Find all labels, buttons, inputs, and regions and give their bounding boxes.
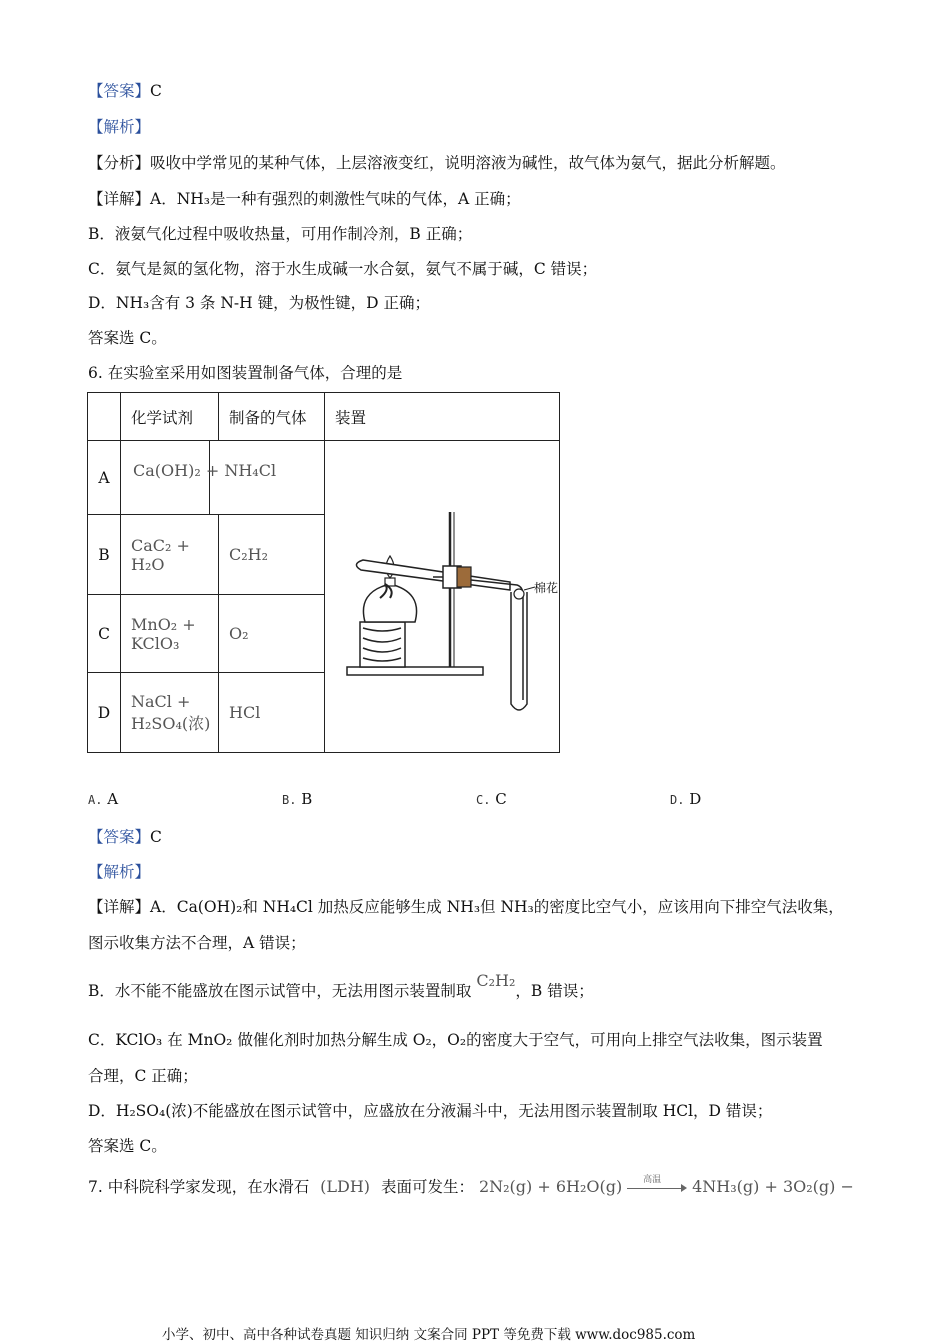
row-gas: O₂ — [229, 624, 249, 643]
row-gas: HCl — [229, 703, 261, 722]
q5-detail-a: 【详解】A．NH₃是一种有强烈的刺激性气味的气体，A 正确； — [88, 190, 521, 208]
row-reagent: NaCl + H₂SO₄(浓) — [131, 691, 211, 733]
choice-d: D. D — [670, 790, 702, 808]
q5-conclusion: 答案选 C。 — [88, 329, 167, 347]
q6-analysis-tag: 【解析】 — [88, 863, 151, 881]
q7-stem: 7. 中科院科学家发现，在水滑石 (LDH) 表面可发生： 2N₂(g) + 6H₂O(g) 高温 4NH₃(g) + 3O₂(g) − — [88, 1176, 854, 1198]
q6-stem: 6. 在实验室采用如图装置制备气体，合理的是 — [88, 364, 403, 382]
q6-table — [87, 392, 560, 753]
fenxi-tag: 【分析】 — [88, 154, 151, 172]
row-reagent: CaC₂ + H₂O — [131, 535, 190, 574]
row-reagent: MnO₂ + KClO₃ — [131, 614, 196, 653]
answer-value: C — [150, 82, 162, 100]
row-gas: C₂H₂ — [229, 545, 269, 564]
q6-detail-a2: 图示收集方法不合理，A 错误； — [88, 934, 306, 952]
table-header-row — [88, 393, 560, 441]
choice-b: B. B — [282, 790, 313, 808]
q5-line-c: C．氨气是氮的氢化物，溶于水生成碱一水合氨，氨气不属于碱，C 错误； — [88, 260, 598, 278]
q6-detail-a1: 【详解】A．Ca(OH)₂和 NH₄Cl 加热反应能够生成 NH₃但 NH₃的密度比空气小，应该用向下排空气法收集， — [88, 898, 844, 916]
ldh-formula: (LDH) — [320, 1177, 371, 1196]
q6-detail-c1: C．KClO₃ 在 MnO₂ 做催化剂时加热分解生成 O₂，O₂的密度大于空气，可用向上排空气法收集，图示装置 — [88, 1031, 823, 1049]
apparatus-cell — [325, 441, 560, 753]
choice-c: C. C — [476, 790, 507, 808]
q6-detail-b: B．水不能不能盛放在图示试管中，无法用图示装置制取 C₂H₂，B 错误； — [88, 971, 594, 1000]
fenxi-text: 吸收中学常见的某种气体，上层溶液变红，说明溶液为碱性，故气体为氨气，据此分析解题。 — [150, 154, 786, 172]
q6-answer-line: 【答案】C — [88, 828, 162, 846]
q5-line-d: D．NH₃含有 3 条 N-H 键，为极性键，D 正确； — [88, 294, 430, 312]
q6-detail-d: D．H₂SO₄(浓)不能盛放在图示试管中，应盛放在分液漏斗中，无法用图示装置制取 HCl，D 错误； — [88, 1102, 773, 1120]
q6-conclusion: 答案选 C。 — [88, 1137, 167, 1155]
q5-answer-line — [88, 80, 162, 102]
row-label: D — [88, 673, 121, 753]
q5-line-b: B．液氨气化过程中吸收热量，可用作制冷剂，B 正确； — [88, 225, 473, 243]
row-label: A — [88, 441, 121, 515]
table-row — [88, 441, 560, 515]
q5-analysis-tag: 【解析】 — [88, 118, 151, 136]
equation-right: 4NH₃(g) + 3O₂(g) − — [692, 1177, 854, 1196]
header-gas: 制备的气体 — [219, 393, 325, 441]
cotton-label: 棉花 — [534, 581, 559, 595]
row-label: C — [88, 595, 121, 673]
equation-left: 2N₂(g) + 6H₂O(g) — [478, 1177, 623, 1196]
answer-tag: 【答案】 — [88, 82, 151, 100]
q6-detail-c2: 合理，C 正确； — [88, 1067, 198, 1085]
row-reagent: Ca(OH)₂ + NH₄Cl — [133, 461, 277, 480]
q5-fenxi-line — [88, 152, 786, 174]
choice-a: A. A — [88, 790, 119, 808]
row-label: B — [88, 515, 121, 595]
header-apparatus: 装置 — [325, 393, 560, 441]
header-reagent: 化学试剂 — [121, 393, 219, 441]
reaction-condition: 高温 — [643, 1175, 662, 1185]
formula-c2h2: C₂H₂ — [476, 971, 516, 990]
page-footer: 小学、初中、高中各种试卷真题 知识归纳 文案合同 PPT 等免费下载 www.doc985.com — [162, 1327, 696, 1343]
apparatus-illustration — [325, 442, 559, 752]
reaction-arrow — [627, 1175, 687, 1195]
